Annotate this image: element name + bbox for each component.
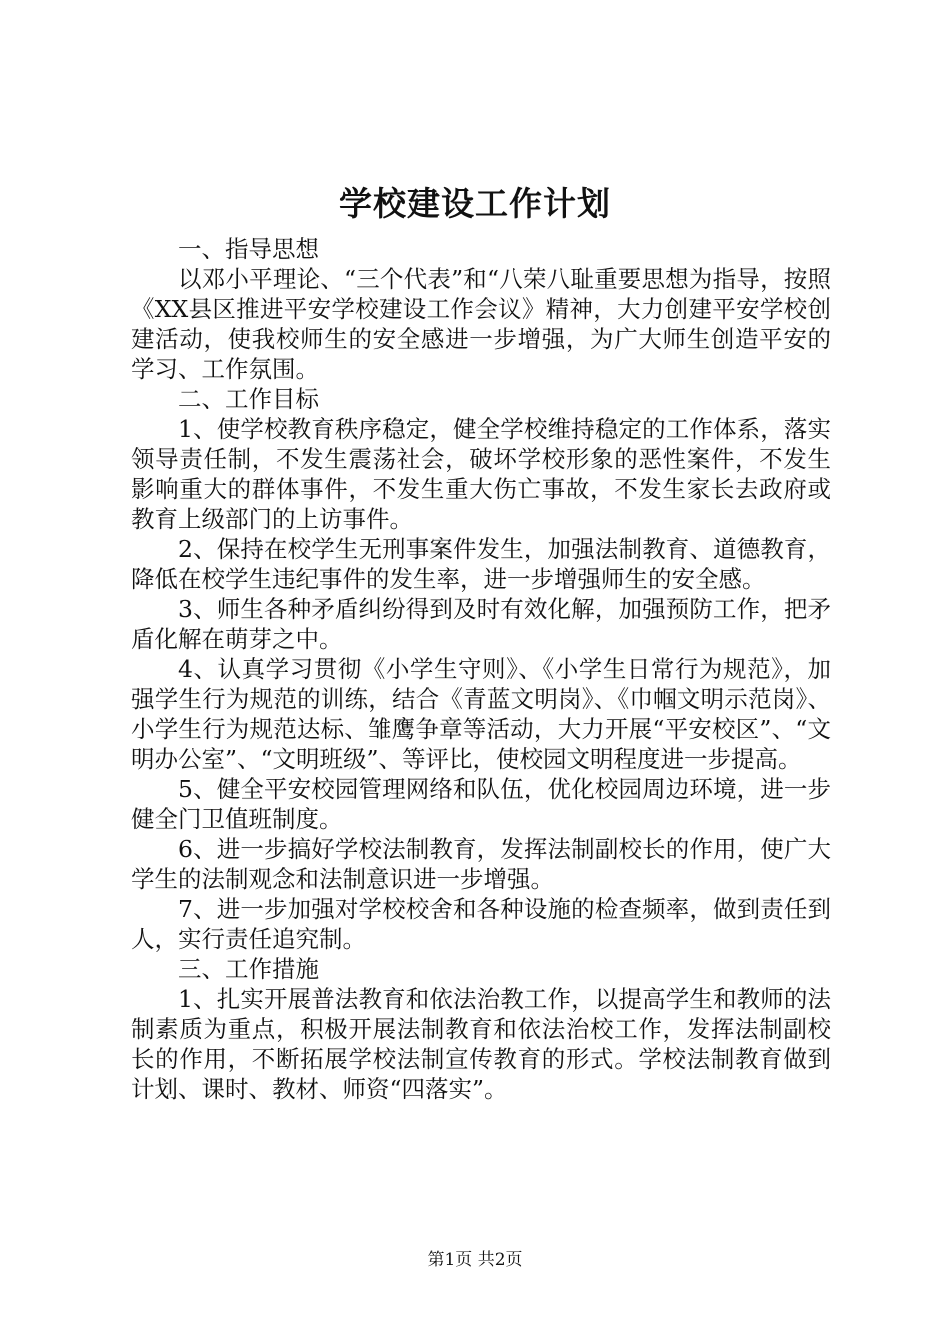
paragraph: 4、认真学习贯彻《小学生守则》、《小学生日常行为规范》，加强学生行为规范的训练，结合《青蓝文明岗》、《巾帼文明示范岗》、小学生行为规范达标、雏鹰争章等活动，大力开展“平安校区”、“文明办公室”、“文明班级”、等评比，使校园文明程度进一步提高。 — [131, 655, 831, 773]
paragraph: 3、师生各种矛盾纠纷得到及时有效化解，加强预防工作，把矛盾化解在萌芽之中。 — [131, 595, 831, 653]
paragraph: 7、进一步加强对学校校舍和各种设施的检查频率，做到责任到人，实行责任追究制。 — [131, 895, 831, 953]
paragraph: 6、进一步搞好学校法制教育，发挥法制副校长的作用，使广大学生的法制观念和法制意识进一步增强。 — [131, 835, 831, 893]
page-number-footer: 第1页 共2页 — [427, 1250, 523, 1270]
paragraph: 1、扎实开展普法教育和依法治教工作，以提高学生和教师的法制素质为重点，积极开展法制教育和依法治校工作，发挥法制副校长的作用，不断拓展学校法制宣传教育的形式。学校法制教育做到计划、课时、教材、师资“四落实”。 — [131, 985, 831, 1103]
paragraph: 5、健全平安校园管理网络和队伍，优化校园周边环境，进一步健全门卫值班制度。 — [131, 775, 831, 833]
section-heading: 一、指导思想 — [178, 235, 319, 263]
document-title: 学校建设工作计划 — [339, 184, 611, 223]
section-heading: 三、工作措施 — [178, 955, 319, 983]
document-body — [131, 234, 831, 1104]
paragraph: 1、使学校教育秩序稳定，健全学校维持稳定的工作体系，落实领导责任制，不发生震荡社会，破坏学校形象的恶性案件，不发生影响重大的群体事件，不发生重大伤亡事故，不发生家长去政府或教育上级部门的上访事件。 — [131, 415, 831, 533]
paragraph: 2、保持在校学生无刑事案件发生，加强法制教育、道德教育，降低在校学生违纪事件的发生率，进一步增强师生的安全感。 — [131, 535, 831, 593]
paragraph: 以邓小平理论、“三个代表”和“八荣八耻重要思想为指导，按照《XX县区推进平安学校建设工作会议》精神，大力创建平安学校创建活动，使我校师生的安全感进一步增强，为广大师生创造平安的学习、工作氛围。 — [131, 265, 831, 383]
section-heading: 二、工作目标 — [178, 385, 319, 413]
